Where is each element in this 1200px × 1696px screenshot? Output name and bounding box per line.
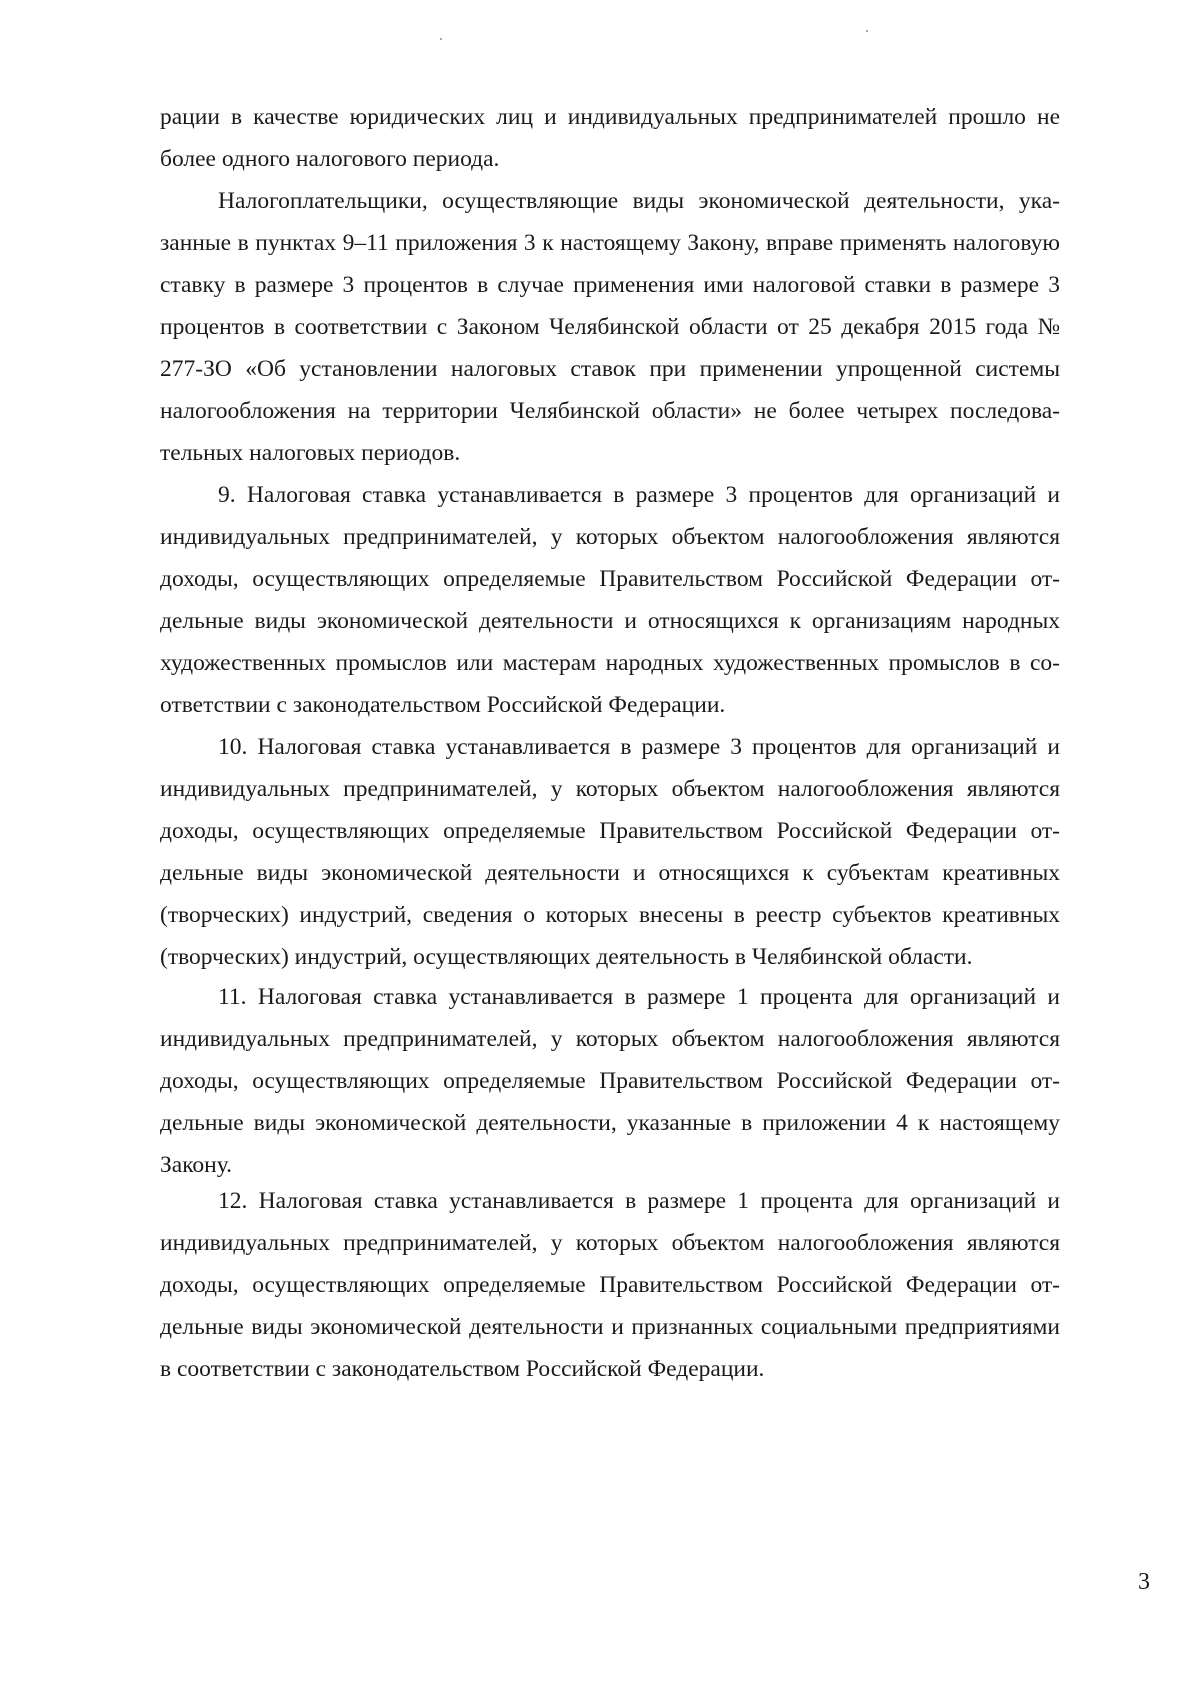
page-number: 3 [1138, 1569, 1150, 1595]
paragraph-taxpayers-rate: Налогоплательщики, осуществляющие виды экономической деятельности, указанные в пунктах 9–11 приложения 3 к настоящему Закону, вправе применять налоговую ставку в размере 3 процентов в случае применения ими налоговой ставки в размере 3 процентов в соответствии с Законом Челябинской области от 25 декабря 2015 года № 277-ЗО «Об установлении налоговых ставок при применении упрощенной системы налогообложения на территории Челябинской области» не более четырех последовательных налоговых периодов. [160, 188, 1060, 466]
paragraph-item-10: 10. Налоговая ставка устанавливается в размере 3 процентов для организаций и индивидуальных предпринимателей, у которых объектом налогообложения являются доходы, осуществляющих определяемые Правительством Российской Федерации отдельные виды экономической деятельности и относящихся к субъектам креативных (творческих) индустрий, сведения о которых внесены в реестр субъектов креативных (творческих) индустрий, осуществляющих деятельность в Челябинской области. [160, 734, 1060, 970]
paragraph-item-11: 11. Налоговая ставка устанавливается в размере 1 процента для организаций и индивидуальных предпринимателей, у которых объектом налогообложения являются доходы, осуществляющих определяемые Правительством Российской Федерации отдельные виды экономической деятельности, указанные в приложении 4 к настоящему Закону. [160, 984, 1060, 1178]
paragraph-continuation: рации в качестве юридических лиц и индивидуальных предпринимателей прошло не более одного налогового периода. [160, 104, 1060, 172]
scan-speck [440, 38, 442, 40]
paragraph-item-9: 9. Налоговая ставка устанавливается в размере 3 процентов для организаций и индивидуальных предпринимателей, у которых объектом налогообложения являются доходы, осуществляющих определяемые Правительством Российской Федерации отдельные виды экономической деятельности и относящихся к организациям народных художественных промыслов или мастерам народных художественных промыслов в соответствии с законодательством Российской Федерации. [160, 482, 1060, 718]
scan-speck [866, 30, 868, 32]
paragraph-item-12: 12. Налоговая ставка устанавливается в размере 1 процента для организаций и индивидуальных предпринимателей, у которых объектом налогообложения являются доходы, осуществляющих определяемые Правительством Российской Федерации отдельные виды экономической деятельности и признанных социальными предприятиями в соответствии с законодательством Российской Федерации. [160, 1188, 1060, 1382]
